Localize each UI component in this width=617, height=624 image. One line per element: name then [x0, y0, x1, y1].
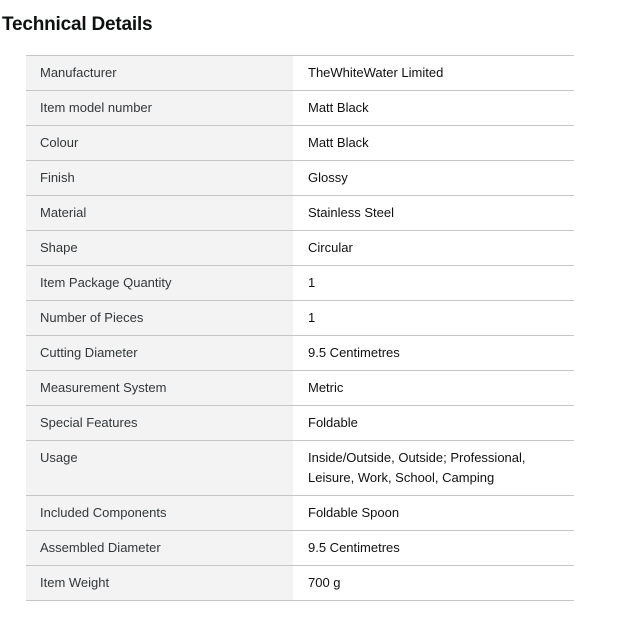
spec-value: Metric [293, 371, 574, 406]
spec-label: Shape [26, 231, 293, 266]
spec-label: Finish [26, 161, 293, 196]
spec-value: Circular [293, 231, 574, 266]
spec-label: Colour [26, 126, 293, 161]
spec-label: Cutting Diameter [26, 336, 293, 371]
spec-label: Measurement System [26, 371, 293, 406]
spec-label: Manufacturer [26, 56, 293, 91]
table-row-colour [26, 126, 574, 161]
table-row-material [26, 196, 574, 231]
table-row-included-components [26, 496, 574, 531]
section-title: Technical Details [2, 14, 153, 35]
spec-value: 1 [293, 301, 574, 336]
table-row-cutting-diameter [26, 336, 574, 371]
table-row-assembled-diameter [26, 531, 574, 566]
table-row-usage [26, 441, 574, 496]
spec-label: Assembled Diameter [26, 531, 293, 566]
spec-label: Number of Pieces [26, 301, 293, 336]
spec-value: Glossy [293, 161, 574, 196]
table-row-measurement-system [26, 371, 574, 406]
spec-label: Usage [26, 441, 293, 496]
technical-details-table [26, 55, 574, 601]
spec-value: 9.5 Centimetres [293, 531, 574, 566]
spec-value: TheWhiteWater Limited [293, 56, 574, 91]
spec-label: Special Features [26, 406, 293, 441]
table-row-shape [26, 231, 574, 266]
table-body [26, 56, 574, 601]
spec-value: Inside/Outside, Outside; Professional, Leisure, Work, School, Camping [293, 441, 574, 496]
spec-value: Matt Black [293, 126, 574, 161]
technical-details-section [0, 12, 617, 601]
spec-value: 9.5 Centimetres [293, 336, 574, 371]
spec-value: Foldable [293, 406, 574, 441]
table-row-number-of-pieces [26, 301, 574, 336]
spec-label: Item Package Quantity [26, 266, 293, 301]
spec-value: Foldable Spoon [293, 496, 574, 531]
spec-label: Item model number [26, 91, 293, 126]
table-row-item-package-quantity [26, 266, 574, 301]
table-row-special-features [26, 406, 574, 441]
spec-label: Included Components [26, 496, 293, 531]
spec-value: Matt Black [293, 91, 574, 126]
table-row-item-model-number [26, 91, 574, 126]
spec-value: 1 [293, 266, 574, 301]
spec-value: 700 g [293, 566, 574, 601]
table-row-finish [26, 161, 574, 196]
spec-value: Stainless Steel [293, 196, 574, 231]
spec-label: Material [26, 196, 293, 231]
table-row-manufacturer [26, 56, 574, 91]
spec-label: Item Weight [26, 566, 293, 601]
table-row-item-weight [26, 566, 574, 601]
